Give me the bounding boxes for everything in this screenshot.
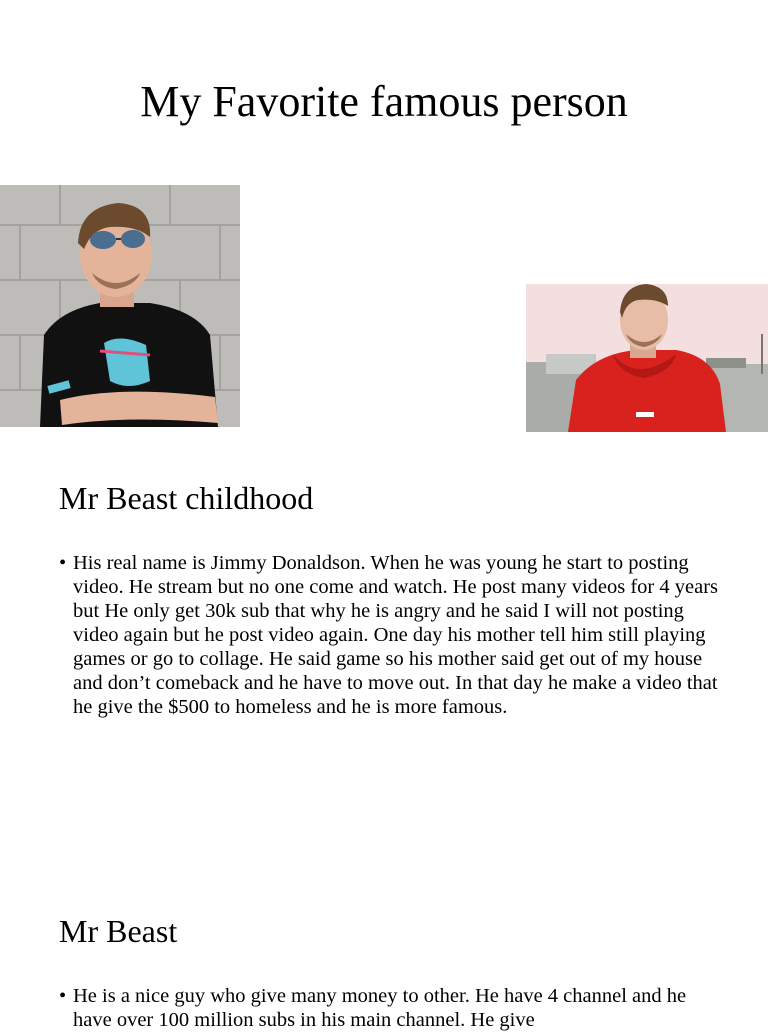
bullet-icon: •	[59, 552, 67, 574]
bullet-list-mr-beast	[59, 984, 719, 1032]
list-item	[59, 984, 719, 1032]
bullet-text: His real name is Jimmy Donaldson. When he was young he start to posting video. He stream but no one come and watch. He post many videos for 4 years but He only get 30k sub that why he is angry and he said I will not posting video again but he post video again. One day his mother tell him still playing games or go to collage. He said game so his mother said get out of my house and don’t comeback and he have to move out. In that day he make a video that he give the $500 to homeless and he is more famous.	[73, 552, 718, 718]
bullet-icon: •	[59, 985, 67, 1007]
section-heading-mr-beast: Mr Beast	[59, 913, 178, 949]
photo-person-red-hoodie	[526, 284, 768, 432]
bullet-text: He is a nice guy who give many money to other. He have 4 channel and he have over 100 million subs in his main channel. He give	[73, 985, 687, 1031]
page-title: My Favorite famous person	[140, 77, 628, 126]
list-item	[59, 551, 719, 719]
bullet-list-childhood	[59, 551, 719, 719]
section-heading-childhood: Mr Beast childhood	[59, 480, 314, 516]
photo-person-black-shirt	[0, 185, 240, 427]
